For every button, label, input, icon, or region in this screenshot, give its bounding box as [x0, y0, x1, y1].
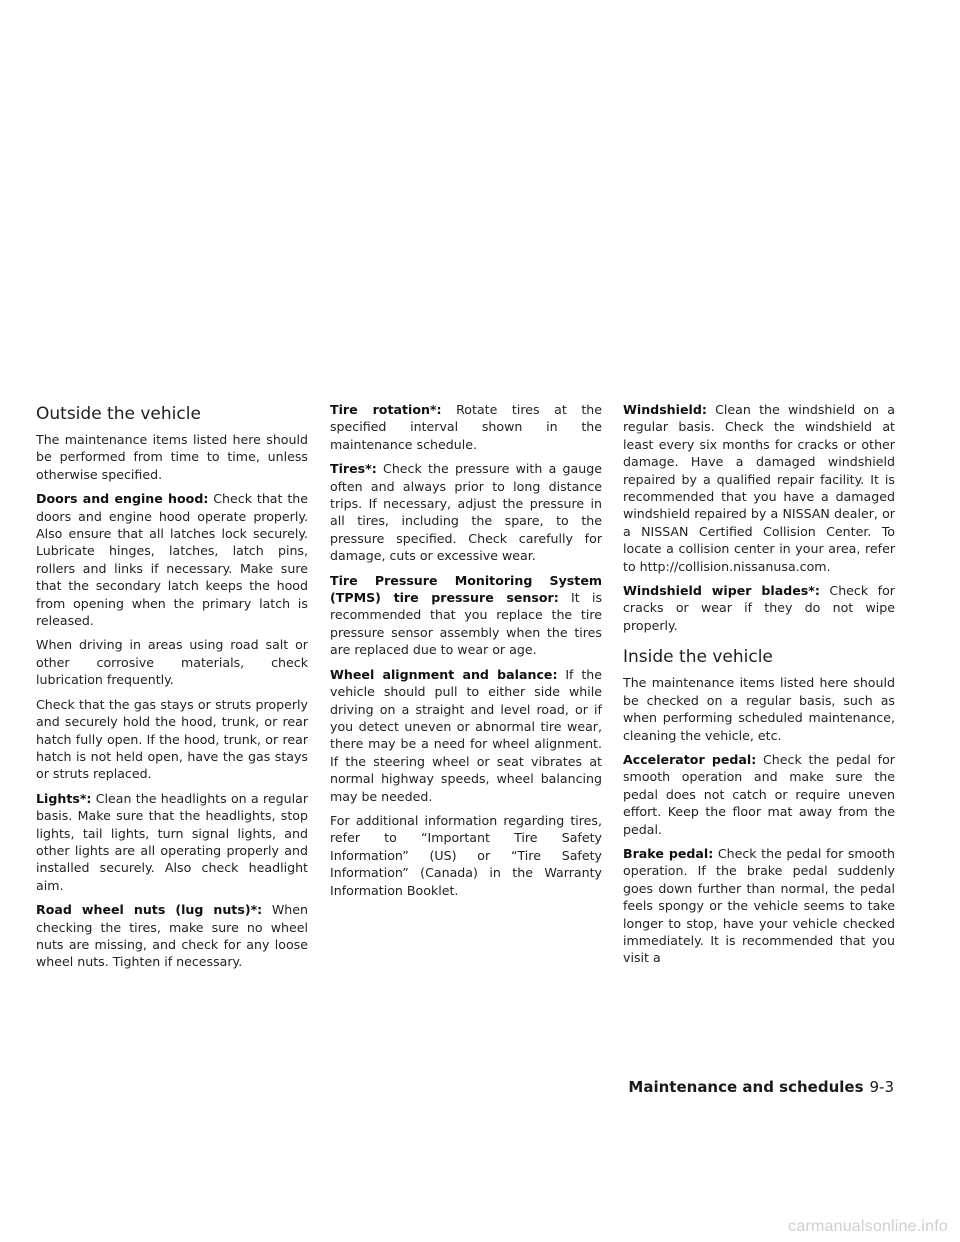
column-right: [623, 401, 895, 974]
item-text: Check that the doors and engine hood operate properly. Also ensure that all latches lock securely. Lubricate hinges, latches, latch pins, rollers and links if necessary. Make sure that the secondary latch keeps the hood from opening when the primary latch is released.: [36, 491, 309, 629]
item-text: Check the pedal for smooth operation and make sure the pedal does not catch or require uneven effort. Keep the floor mat away from the pedal.: [623, 751, 895, 837]
inside-intro: The maintenance items listed here should be checked on a regular basis, such as when performing scheduled maintenance, cleaning the vehicle, etc.: [623, 675, 895, 743]
item-text: It is recommended that you replace the tire pressure sensor assembly when the tires are replaced due to wear or age.: [330, 590, 603, 658]
chapter-title: Maintenance and schedules: [628, 1078, 864, 1096]
item-label: Doors and engine hood:: [36, 491, 209, 507]
item-brake-pedal: [623, 845, 895, 967]
item-label: Lights*:: [36, 790, 92, 806]
outside-intro: The maintenance items listed here should be performed from time to time, unless otherwise specified.: [36, 432, 308, 482]
item-wheel-nuts: [36, 901, 308, 971]
item-accelerator-pedal: [623, 751, 895, 838]
item-text: When checking the tires, make sure no wheel nuts are missing, and check for any loose wheel nuts. Tighten if necessary.: [36, 902, 308, 970]
item-label: Tire rotation*:: [330, 402, 442, 417]
item-wiper-blades: [623, 582, 895, 634]
section-heading-inside: Inside the vehicle: [623, 647, 773, 668]
tire-info-reference: For additional information regarding tires, refer to “Important Tire Safety Information” (US) or “Tire Safety Information” (Canada) in the Warranty Information Booklet.: [330, 812, 602, 898]
item-text: Clean the windshield on a regular basis. Check the windshield at least every six months for cracks or other damage. Have a damaged windshield repaired by a qualified repair facility. It is recommended that you have a damaged windshield repaired by a NISSAN dealer, or a NISSAN Certified Collision Center. To locate a collision center in your area, refer to http://collision.nissanusa.com.: [623, 402, 895, 574]
item-label: Road wheel nuts (lug nuts)*:: [36, 902, 263, 918]
item-label: Tire Pressure Monitoring System (TPMS) tire pressure sensor:: [330, 572, 602, 606]
item-text: Check for cracks or wear if they do not wipe properly.: [623, 583, 895, 633]
item-tires: [330, 460, 602, 564]
item-label: Accelerator pedal:: [623, 751, 757, 767]
page-footer: [600, 1077, 894, 1097]
gas-stays-note: Check that the gas stays or struts properly and securely hold the hood, trunk, or rear hatch fully open. If the hood, trunk, or rear hatch is not held open, have the gas stays or struts replaced.: [36, 696, 308, 782]
item-wheel-alignment: [330, 666, 602, 805]
item-label: Windshield:: [623, 402, 707, 417]
item-tire-rotation: [330, 401, 602, 453]
section-heading-outside: Outside the vehicle: [36, 404, 201, 424]
watermark: carmanualsonline.info: [788, 1218, 948, 1235]
item-tpms-sensor: [330, 572, 602, 659]
item-text: Rotate tires at the specified interval shown in the maintenance schedule.: [330, 402, 602, 452]
item-text: If the vehicle should pull to either side while driving on a straight and level road, or if you detect uneven or abnormal tire wear, there may be a need for wheel alignment. If the steering wheel or seat vibrates at normal highway speeds, wheel balancing may be needed.: [330, 666, 602, 804]
page-number: 9-3: [869, 1078, 894, 1096]
item-doors-hood: [36, 490, 308, 629]
item-text: Check the pressure with a gauge often and always prior to long distance trips. If necessary, adjust the pressure in all tires, including the spare, to the pressure specified. Check carefully for damage, cuts or excessive wear.: [330, 461, 602, 564]
item-label: Wheel alignment and balance:: [330, 666, 558, 682]
item-label: Brake pedal:: [623, 845, 714, 861]
item-lights: [36, 790, 308, 894]
item-label: Windshield wiper blades*:: [623, 583, 820, 599]
column-middle: [330, 401, 602, 906]
item-windshield: [623, 401, 895, 575]
road-salt-note: When driving in areas using road salt or other corrosive materials, check lubrication frequently.: [36, 637, 308, 688]
item-text: Check the pedal for smooth operation. If the brake pedal suddenly goes down further than normal, the pedal feels spongy or the vehicle seems to take longer to stop, have your vehicle checked immediately. It is recommended that you visit a: [623, 845, 895, 966]
item-label: Tires*:: [330, 461, 377, 477]
item-text: Clean the headlights on a regular basis. Make sure that the headlights, stop lights, tail lights, turn signal lights, and other lights are all operating properly and installed securely. Also check headlight aim.: [36, 790, 308, 893]
column-left: [36, 401, 308, 978]
